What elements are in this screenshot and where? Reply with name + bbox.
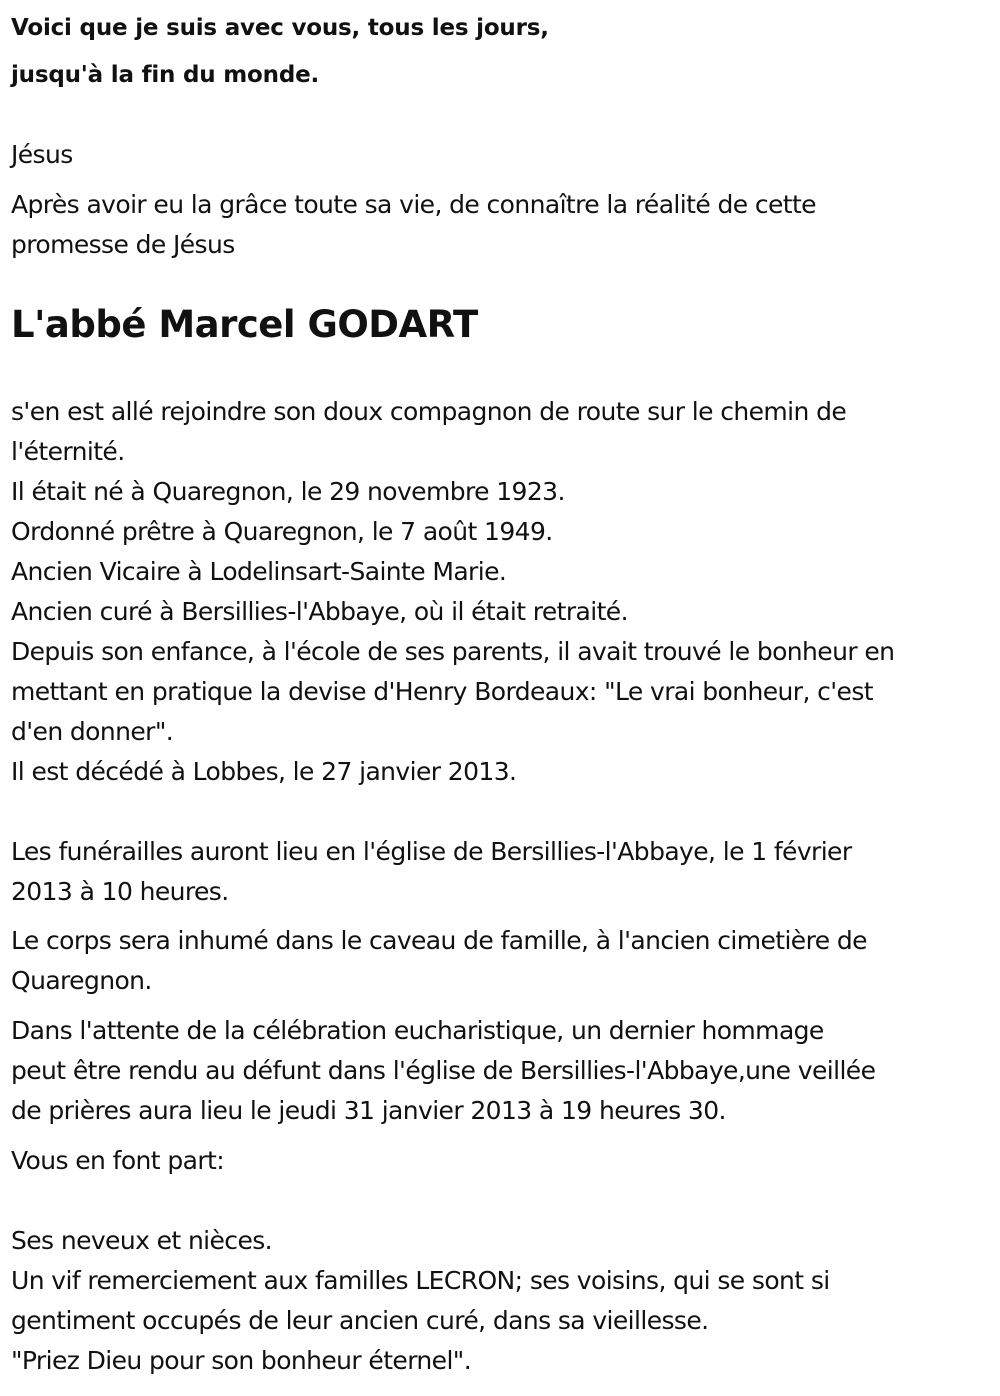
biography-line: Il était né à Quaregnon, le 29 novembre 1923.: [11, 477, 565, 506]
burial-line: Le corps sera inhumé dans le caveau de famille, à l'ancien cimetière de: [11, 926, 867, 955]
verse-attribution: Jésus: [11, 140, 73, 169]
biography-line: Ancien Vicaire à Lodelinsart-Sainte Marie.: [11, 557, 507, 586]
announcers-intro: Vous en font part:: [11, 1146, 225, 1175]
closing-line: Un vif remerciement aux familles LECRON; ses voisins, qui se sont si: [11, 1266, 830, 1295]
vigil-line: peut être rendu au défunt dans l'église de Bersillies-l'Abbaye,une veillée: [11, 1056, 876, 1085]
funeral-line: 2013 à 10 heures.: [11, 877, 229, 906]
deceased-name: L'abbé Marcel GODART: [11, 303, 478, 346]
biography-line: Ancien curé à Bersillies-l'Abbaye, où il était retraité.: [11, 597, 628, 626]
intro-line-2: promesse de Jésus: [11, 230, 235, 259]
vigil-line: Dans l'attente de la célébration eucharistique, un dernier hommage: [11, 1016, 824, 1045]
biography-line: Ordonné prêtre à Quaregnon, le 7 août 1949.: [11, 517, 553, 546]
biography-line: l'éternité.: [11, 437, 125, 466]
biography-line: d'en donner".: [11, 717, 174, 746]
biography-line: Depuis son enfance, à l'école de ses parents, il avait trouvé le bonheur en: [11, 637, 895, 666]
funeral-line: Les funérailles auront lieu en l'église de Bersillies-l'Abbaye, le 1 février: [11, 837, 852, 866]
closing-line: Ses neveux et nièces.: [11, 1226, 273, 1255]
intro-line-1: Après avoir eu la grâce toute sa vie, de connaître la réalité de cette: [11, 190, 816, 219]
biography-line: s'en est allé rejoindre son doux compagnon de route sur le chemin de: [11, 397, 847, 426]
biography-line: mettant en pratique la devise d'Henry Bordeaux: "Le vrai bonheur, c'est: [11, 677, 873, 706]
verse-line-1: Voici que je suis avec vous, tous les jours,: [11, 15, 549, 41]
closing-line: "Priez Dieu pour son bonheur éternel".: [11, 1346, 472, 1375]
closing-line: gentiment occupés de leur ancien curé, dans sa vieillesse.: [11, 1306, 709, 1335]
burial-line: Quaregnon.: [11, 966, 152, 995]
biography-line: Il est décédé à Lobbes, le 27 janvier 2013.: [11, 757, 517, 786]
vigil-line: de prières aura lieu le jeudi 31 janvier 2013 à 19 heures 30.: [11, 1096, 726, 1125]
verse-line-2: jusqu'à la fin du monde.: [11, 62, 320, 88]
